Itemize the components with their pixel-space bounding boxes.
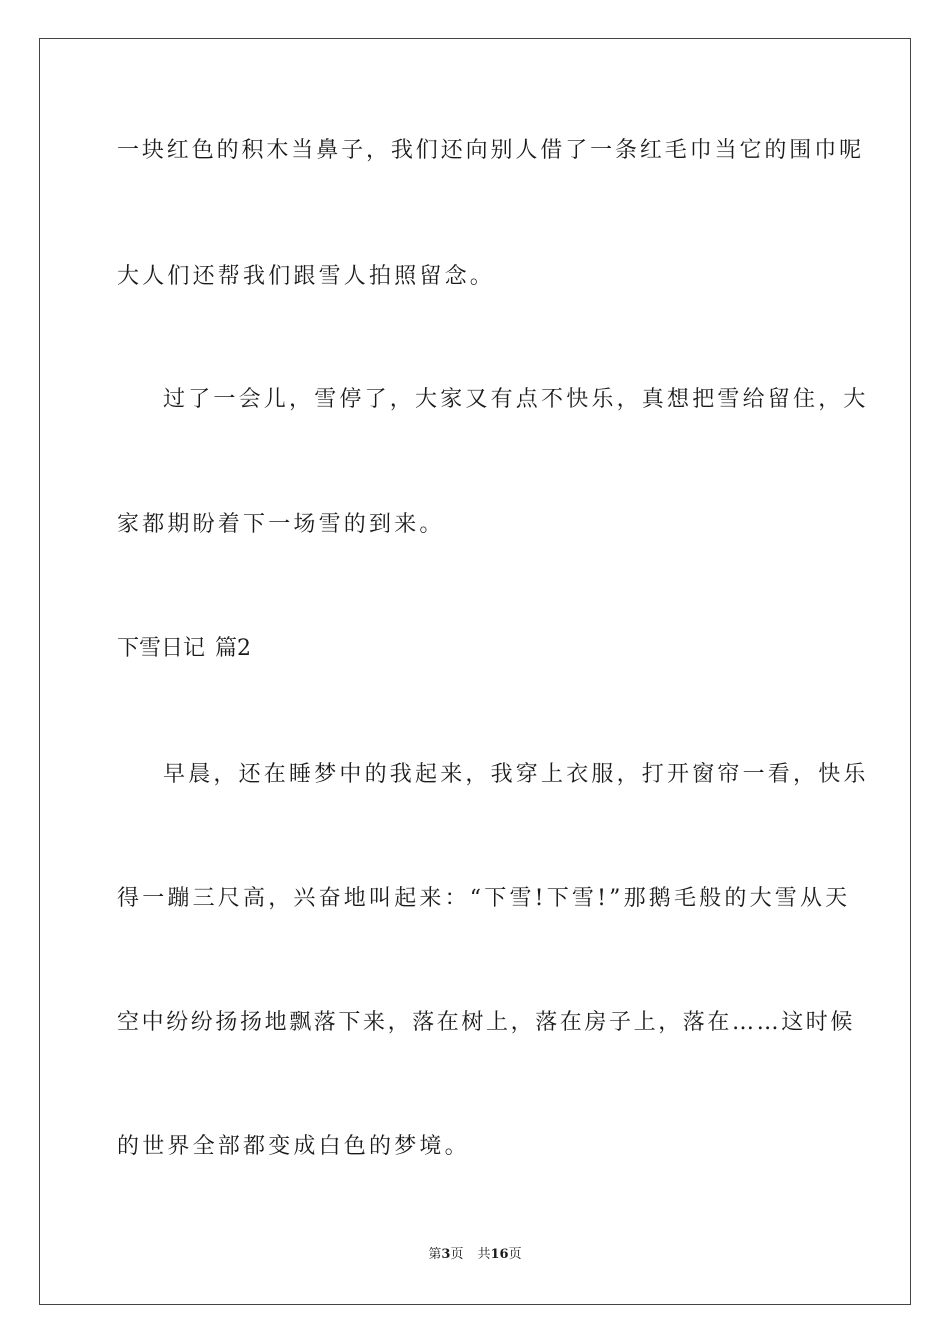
paragraph-line: 过了一会儿，雪停了，大家又有点不快乐，真想把雪给留住，大	[163, 387, 869, 412]
total-prefix: 共	[477, 1247, 491, 1262]
paragraph-line: 空中纷纷扬扬地飘落下来，落在树上，落在房子上，落在……这时候	[117, 1010, 856, 1035]
paragraph-line: 大人们还帮我们跟雪人拍照留念。	[117, 264, 496, 289]
paragraph-line: 的世界全部都变成白色的梦境。	[117, 1134, 470, 1159]
paragraph-line: 得一蹦三尺高，兴奋地叫起来：“下雪!下雪!”那鹅毛般的大雪从天	[117, 886, 851, 911]
paragraph-line: 家都期盼着下一场雪的到来。	[117, 512, 445, 537]
page-border	[39, 38, 911, 1305]
heading-tag: 篇2	[215, 636, 252, 661]
page-total: 16	[490, 1247, 509, 1262]
page-suffix: 页	[450, 1247, 464, 1262]
total-suffix: 页	[508, 1247, 522, 1262]
paragraph-line: 一块红色的积木当鼻子，我们还向别人借了一条红毛巾当它的围巾呢	[117, 138, 865, 163]
heading-title: 下雪日记	[117, 636, 206, 661]
paragraph-line: 早晨，还在睡梦中的我起来，我穿上衣服，打开窗帘一看，快乐	[163, 762, 869, 787]
page-prefix: 第	[428, 1247, 442, 1262]
page-footer	[0, 1246, 950, 1264]
page-current: 3	[441, 1247, 451, 1262]
section-heading	[117, 634, 251, 664]
